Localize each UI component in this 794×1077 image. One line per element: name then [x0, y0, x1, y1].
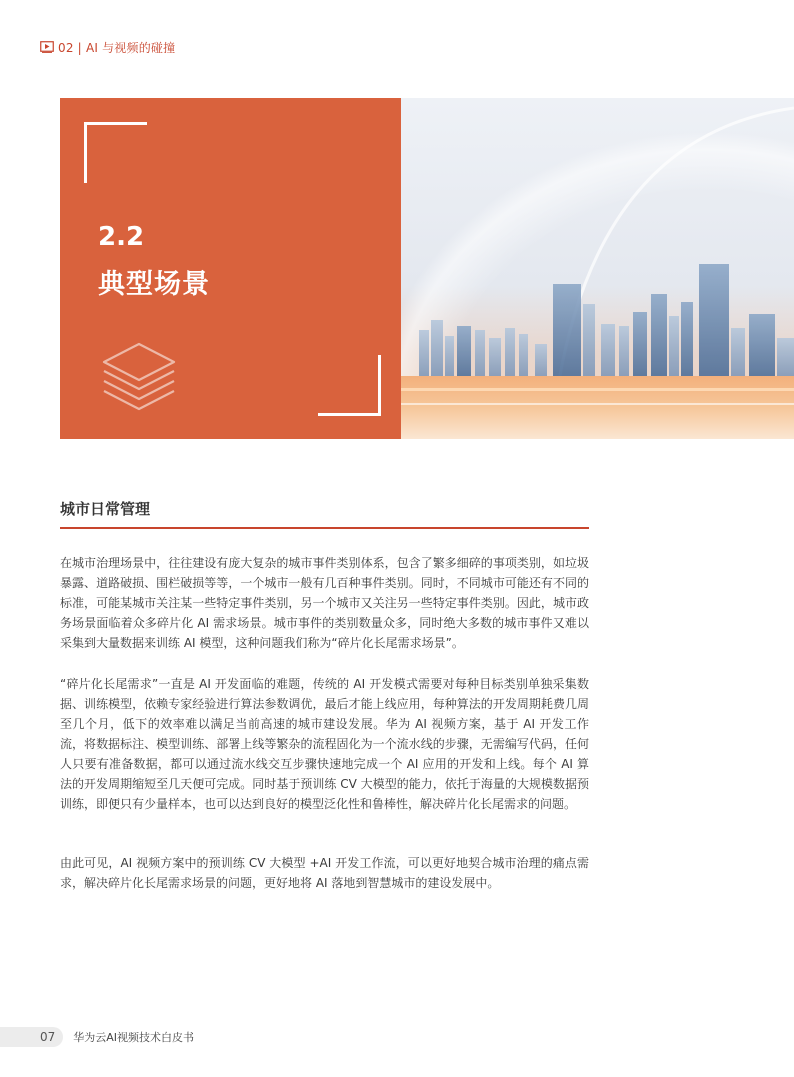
city-skyline-image [401, 98, 794, 439]
body-paragraph-3: 由此可见，AI 视频方案中的预训练 CV 大模型 +AI 开发工作流，可以更好地契合城市治理的痛点需求，解决碎片化长尾需求场景的问题，更好地将 AI 落地到智慧城市的建设发展中。 [60, 856, 589, 890]
running-header [40, 38, 175, 56]
document-title: 华为云AI视频技术白皮书 [73, 1031, 195, 1044]
banner-title-panel [60, 98, 401, 439]
subsection-heading: 城市日常管理 [60, 500, 151, 518]
section-number: 2.2 [98, 222, 145, 252]
heading-divider [60, 527, 589, 529]
section-title: 典型场景 [98, 269, 210, 300]
corner-bracket-top-left [84, 122, 147, 183]
body-paragraph-2: “碎片化长尾需求”一直是 AI 开发面临的难题，传统的 AI 开发模式需要对每种目标类别单独采集数据、训练模型，依赖专家经验进行算法参数调优，最后才能上线应用，每种算法的开发周期耗费几周至几个月，低下的效率难以满足当前高速的城市建设发展。华为 AI 视频方案，基于 AI 开发工作流，将数据标注、模型训练、部署上线等繁杂的流程固化为一个流水线的步骤，无需编写代码，任何人只要有准备数据，都可以通过流水线交互步骤快速地完成一个 AI 应用的开发和上线。每个 AI 算法的开发周期缩短至几天便可完成。同时基于预训练 CV 大模型的能力，依托于海量的大规模数据预训练，即便只有少量样本，也可以达到良好的模型泛化性和鲁棒性，解决碎片化长尾需求的问题。 [60, 677, 589, 811]
body-paragraph-1: 在城市治理场景中，往往建设有庞大复杂的城市事件类别体系，包含了繁多细碎的事项类别，如垃圾暴露、道路破损、围栏破损等等，一个城市一般有几百种事件类别。同时，不同城市可能还有不同的标准，可能某城市关注某一些特定事件类别，另一个城市又关注另一些特定事件类别。因此，城市政务场景面临着众多碎片化 AI 需求场景。城市事件的类别数量众多，同时绝大多数的城市事件又难以采集到大量数据来训练 AI 模型，这种问题我们称为“碎片化长尾需求场景”。 [60, 556, 589, 650]
page-footer [0, 1027, 194, 1047]
stacked-layers-icon [98, 338, 180, 416]
page-number: 07 [0, 1027, 63, 1047]
play-doc-icon [40, 41, 54, 53]
section-banner [60, 98, 794, 439]
corner-bracket-bottom-right [318, 355, 381, 416]
chapter-label: 02 | AI 与视频的碰撞 [58, 40, 176, 55]
